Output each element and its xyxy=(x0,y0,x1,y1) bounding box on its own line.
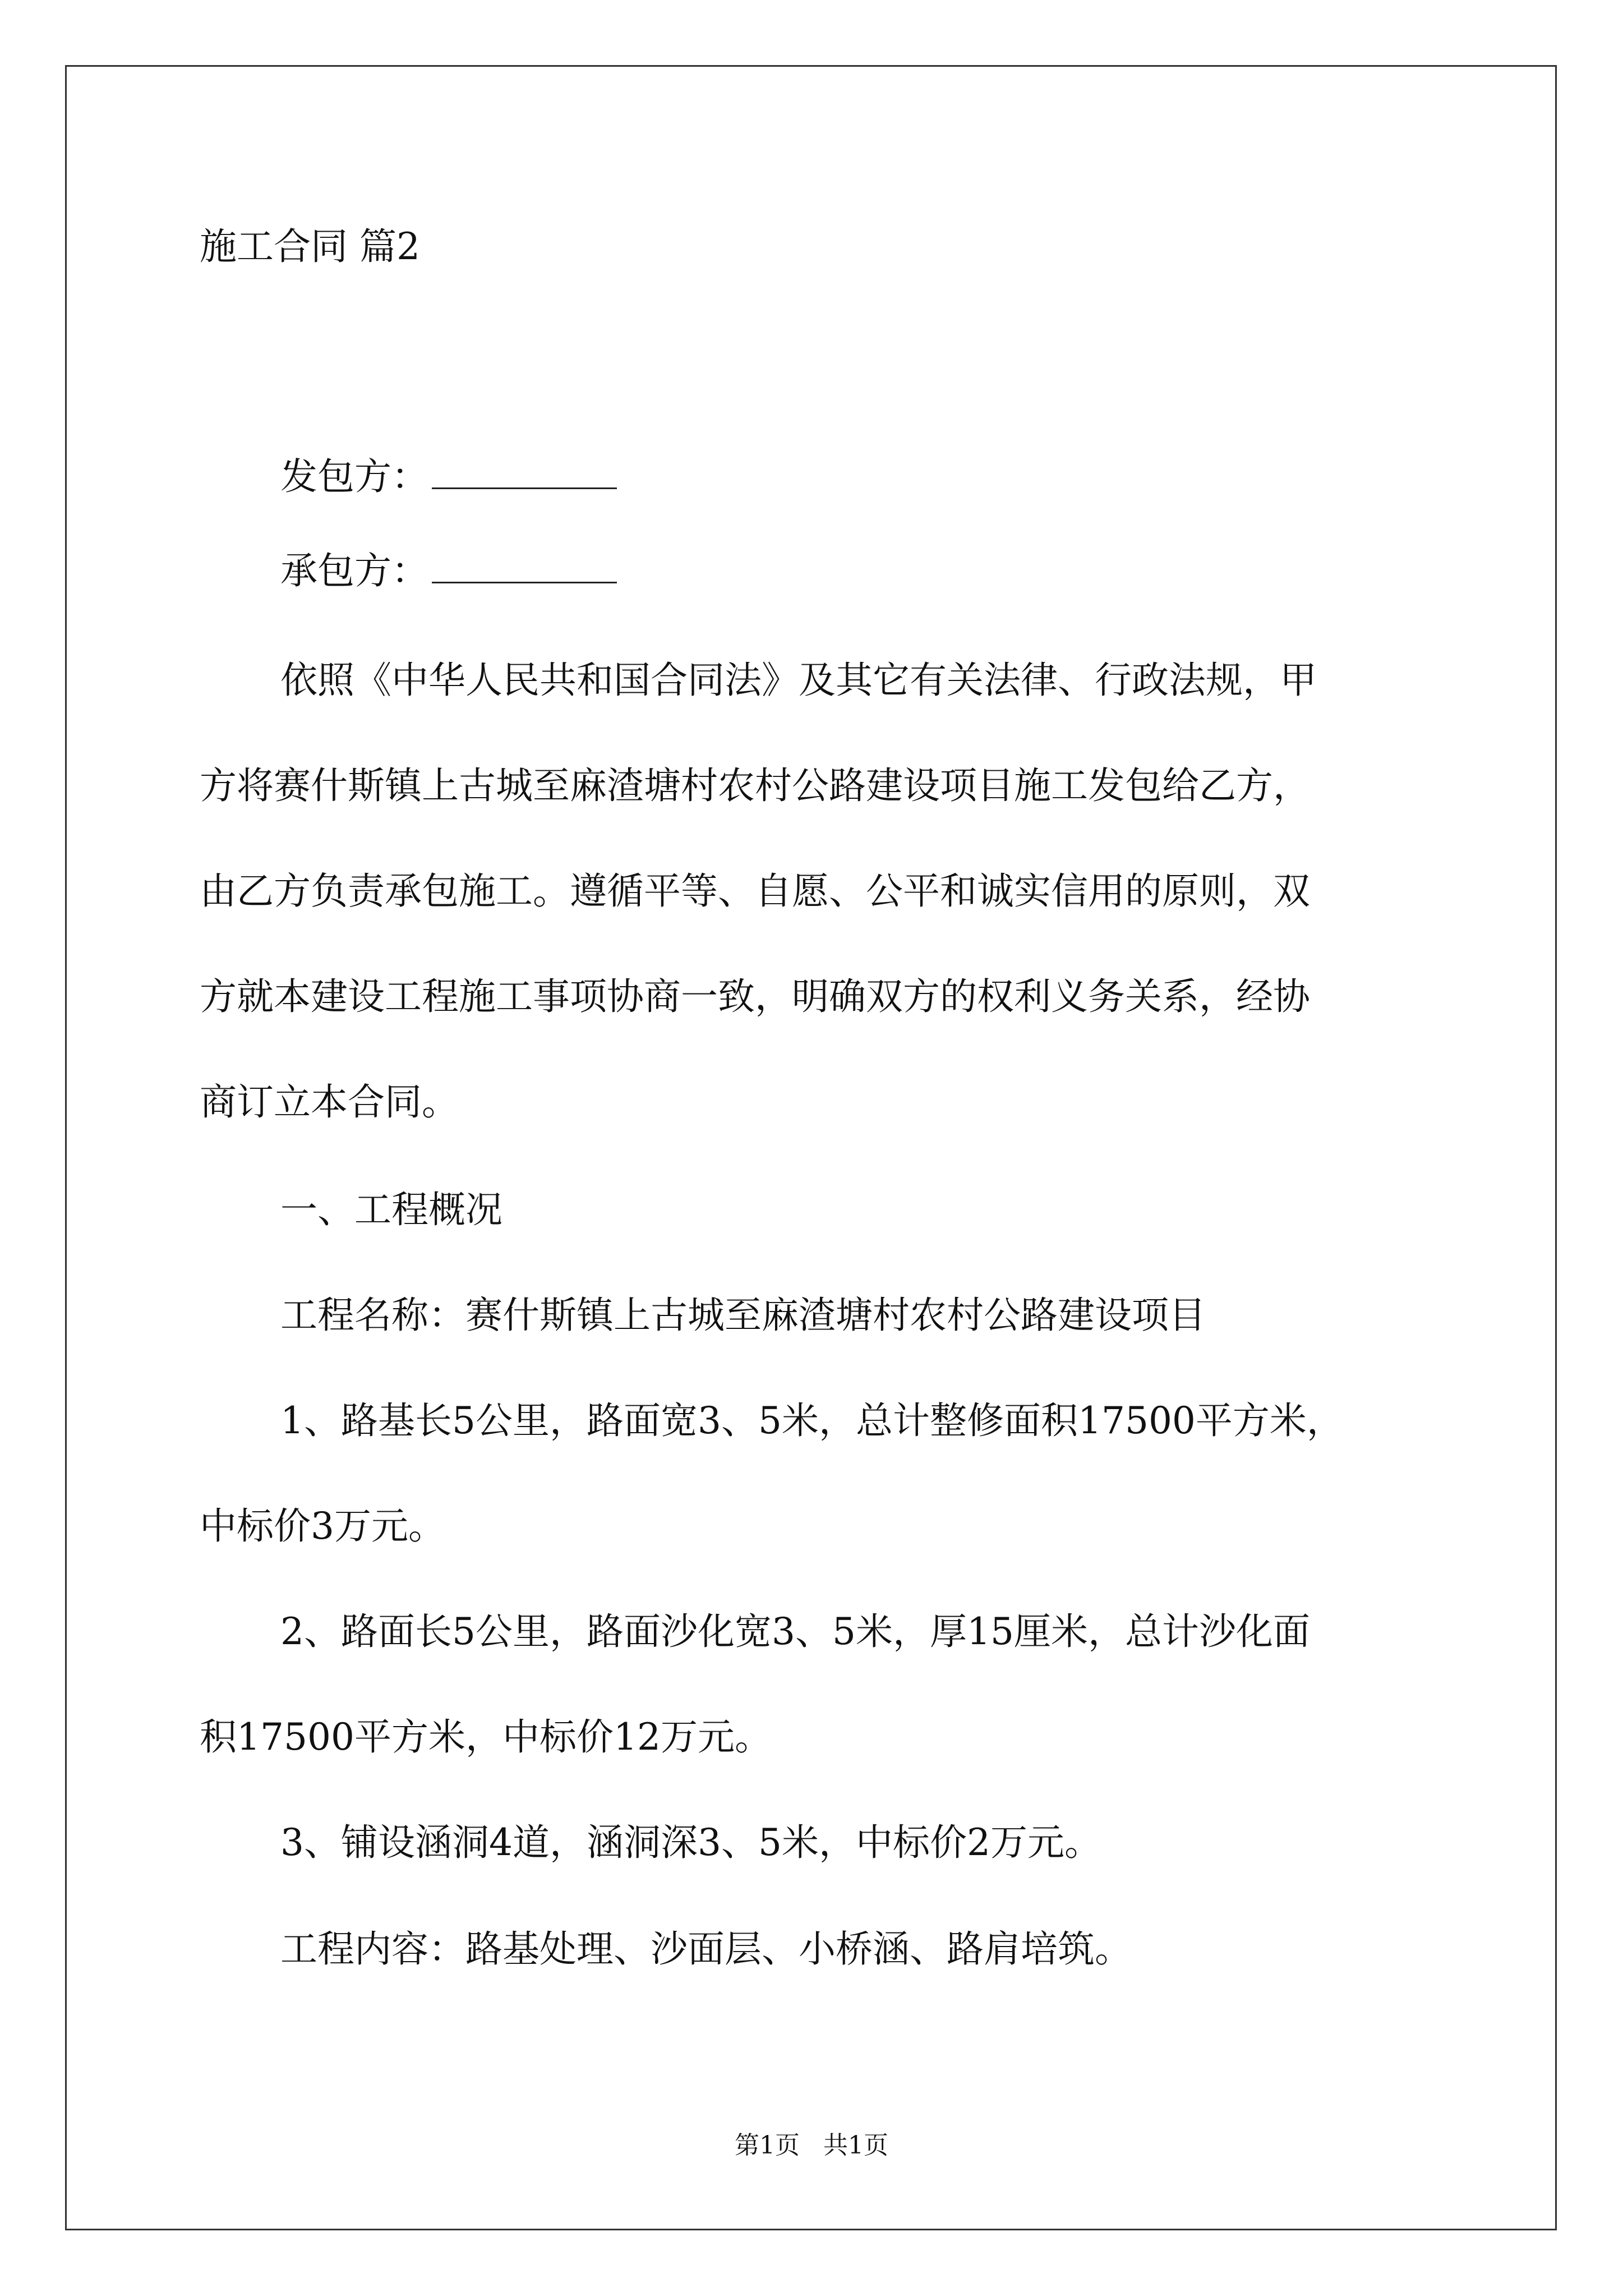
employer-label: 发包方： xyxy=(280,455,428,498)
project-content: 工程内容：路基处理、沙面层、小桥涵、路肩培筑。 xyxy=(280,1927,1132,1971)
section-heading: 一、工程概况 xyxy=(280,1188,502,1231)
preamble-line-3: 由乙方负责承包施工。遵循平等、自愿、公平和诚实信用的原则，双 xyxy=(200,869,1310,913)
item-2-line-1: 2、路面长5公里，路面沙化宽3、5米，厚15厘米，总计沙化面 xyxy=(280,1610,1310,1653)
project-name: 工程名称：赛什斯镇上古城至麻渣塘村农村公路建设项目 xyxy=(280,1294,1206,1337)
preamble-line-4: 方就本建设工程施工事项协商一致，明确双方的权利义务关系，经协 xyxy=(200,975,1310,1018)
contractor-field xyxy=(280,546,617,596)
contractor-blank[interactable] xyxy=(432,548,617,583)
preamble-line-2: 方将赛什斯镇上古城至麻渣塘村农村公路建设项目施工发包给乙方， xyxy=(200,764,1310,807)
employer-field xyxy=(280,452,617,502)
preamble-line-5: 商订立本合同。 xyxy=(200,1080,459,1124)
preamble-line-1: 依照《中华人民共和国合同法》及其它有关法律、行政法规，甲 xyxy=(280,659,1317,702)
item-3: 3、铺设涵洞4道，涵洞深3、5米，中标价2万元。 xyxy=(280,1821,1101,1864)
item-1-line-1: 1、路基长5公里，路面宽3、5米，总计整修面积17500平方米， xyxy=(280,1399,1344,1442)
page-border xyxy=(65,65,1557,2230)
contractor-label: 承包方： xyxy=(280,549,428,592)
employer-blank[interactable] xyxy=(432,454,617,489)
page-footer xyxy=(0,2129,1623,2162)
page-number: 第1页 xyxy=(735,2131,800,2160)
page-title: 施工合同 篇2 xyxy=(200,225,420,268)
item-2-line-2: 积17500平方米，中标价12万元。 xyxy=(200,1715,772,1759)
page-total: 共1页 xyxy=(823,2131,888,2160)
item-1-line-2: 中标价3万元。 xyxy=(200,1504,445,1548)
